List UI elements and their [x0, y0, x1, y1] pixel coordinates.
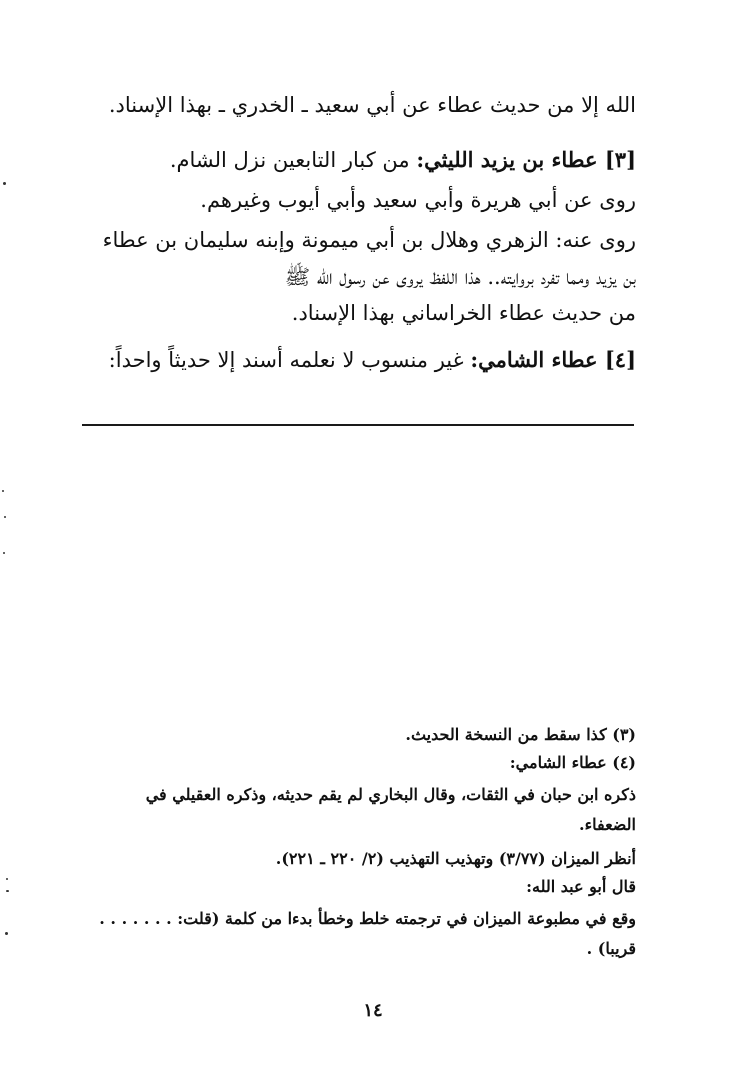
entry-3-header — [170, 145, 636, 175]
entry-3-line-3: روى عنه: الزهري وهلال بن أبي ميمونة وإبنه سليمان بن عطاء — [102, 228, 636, 252]
page-number: ١٤ — [363, 1000, 383, 1021]
footnote-divider — [82, 424, 634, 426]
scan-speck — [6, 878, 8, 880]
entry-3-line-5: من حديث عطاء الخراساني بهذا الإسناد. — [291, 301, 636, 325]
entry-3-label: [٣] عطاء بن يزيد الليثي: — [416, 147, 636, 172]
scan-speck — [3, 552, 5, 554]
footnote-4-line-5: وقع في مطبوعة الميزان في ترجمته خلط وخطأ بدءا من كلمة (قلت: . . . . . . . — [99, 909, 636, 928]
scan-speck — [4, 516, 6, 518]
entry-4-label: [٤] عطاء الشامي: — [470, 347, 636, 372]
entry-4-text: غير منسوب لا نعلمه أسند إلا حديثاً واحداً: — [108, 348, 464, 372]
footnote-3: (٣) كذا سقط من النسخة الحديث. — [405, 725, 636, 744]
footnote-4-title: (٤) عطاء الشامي: — [509, 753, 636, 772]
footnote-4-line-3: أنظر الميزان (٣/٧٧) وتهذيب التهذيب (٢/ ٢٢٠ ـ ٢٢١). — [275, 849, 636, 868]
scan-speck — [2, 490, 4, 492]
scan-speck — [3, 182, 6, 185]
footnote-4-line-2: الضعفاء. — [579, 815, 636, 834]
entry-3-line-4: بن يزيد ومما تفرد بروايته.. هذا اللفظ يروى عن رسول الله ﷺ — [284, 265, 636, 289]
entry-4-header — [109, 345, 636, 375]
footnote-4-line-6: قريبا) . — [586, 939, 636, 958]
scan-speck — [6, 890, 9, 892]
entry-3-line-2: روى عن أبي هريرة وأبي سعيد وأبي أيوب وغيرهم. — [200, 188, 636, 212]
entry-3-text: من كبار التابعين نزل الشام. — [169, 148, 410, 172]
footnote-4-line-4: قال أبو عبد الله: — [526, 877, 636, 896]
text-line-1: الله إلا من حديث عطاء عن أبي سعيد ـ الخدري ـ بهذا الإسناد. — [108, 93, 636, 117]
footnote-4-line-1: ذكره ابن حبان في الثقات، وقال البخاري لم يقم حديثه، وذكره العقيلي في — [145, 785, 636, 804]
scan-speck — [5, 932, 8, 935]
